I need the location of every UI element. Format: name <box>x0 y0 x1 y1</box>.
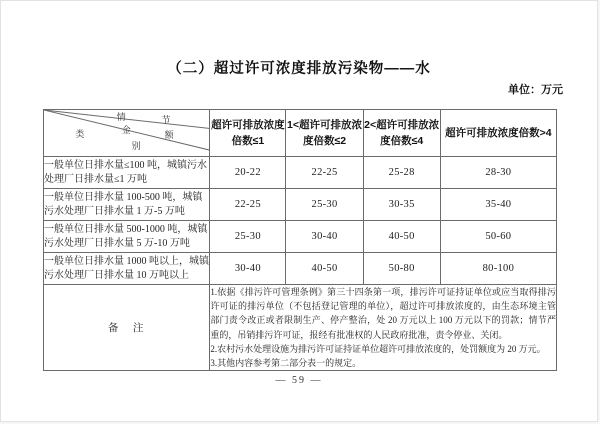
penalty-value: 50-60 <box>440 221 556 253</box>
penalty-table <box>43 109 557 371</box>
row-category: 一般单位日排水量 500-1000 吨，城镇污水处理厂日排水量 5 万-10 万吨 <box>44 221 210 253</box>
penalty-value: 25-28 <box>363 157 440 189</box>
column-header-4: 超许可排放浓度倍数>4 <box>440 110 556 157</box>
penalty-value: 40-50 <box>363 221 440 253</box>
penalty-value: 30-40 <box>210 253 286 285</box>
corner-header-cell <box>44 110 210 157</box>
corner-label-situation-char2: 节 <box>161 115 171 125</box>
corner-label-amount-char2: 额 <box>164 130 174 140</box>
remarks-label: 备 注 <box>44 285 210 371</box>
row-category: 一般单位日排水量≤100 吨，城镇污水处理厂日排水量≤1 万吨 <box>44 157 210 189</box>
penalty-value: 25-30 <box>286 189 363 221</box>
row-category: 一般单位日排水量 100-500 吨，城镇污水处理厂日排水量 1 万-5 万吨 <box>44 189 210 221</box>
corner-label-amount-char1: 金 <box>121 125 131 135</box>
penalty-value: 80-100 <box>440 253 556 285</box>
table-row <box>44 157 557 189</box>
remarks-body <box>210 285 557 371</box>
remarks-note-3: 3.其他内容参考第二部分表一的规定。 <box>210 358 362 369</box>
page-title: （二）超过许可浓度排放污染物——水 <box>167 61 431 77</box>
penalty-value: 35-40 <box>440 189 556 221</box>
remarks-note-2: 2.农村污水处理设施为排污许可证持证单位超许可排放浓度的，处罚额度为 20 万元。 <box>210 343 546 354</box>
penalty-value: 28-30 <box>440 157 556 189</box>
corner-label-category-char1: 类 <box>75 129 85 139</box>
table-row <box>44 221 557 253</box>
row-category: 一般单位日排水量 1000 吨以上，城镇污水处理厂日排水量 10 万吨以上 <box>44 253 210 285</box>
corner-label-situation-char1: 情 <box>116 112 126 122</box>
page-number: — 59 — <box>275 375 323 386</box>
penalty-value: 30-35 <box>363 189 440 221</box>
penalty-value: 22-25 <box>286 157 363 189</box>
penalty-value: 25-30 <box>210 221 286 253</box>
remarks-note-1: 1.依据《排污许可管理条例》第三十四条第一项，排污许可证持证单位或应当取得排污许可证的排污单位（不包括登记管理的单位），超过许可排放浓度的，由生态环境主管部门责令改正或者限制生产、停产整治，处 20 万元以上 100 万元以下的罚款；情节严重的，吊销排污许可证，报经有批准权的人民政府批准，责令停业、关闭。 <box>210 287 556 340</box>
remarks-row <box>44 285 557 371</box>
column-header-3: 2<超许可排放浓度倍数≤4 <box>363 110 440 157</box>
penalty-value: 40-50 <box>286 253 363 285</box>
column-header-2: 1<超许可排放浓度倍数≤2 <box>286 110 363 157</box>
table-header-row <box>44 110 557 157</box>
unit-label: 单位：万元 <box>508 84 563 96</box>
penalty-value: 50-80 <box>363 253 440 285</box>
penalty-value: 30-40 <box>286 221 363 253</box>
corner-label-category-char2: 别 <box>131 141 141 151</box>
table-row <box>44 253 557 285</box>
penalty-value: 22-25 <box>210 189 286 221</box>
table-row <box>44 189 557 221</box>
column-header-1: 超许可排放浓度倍数≤1 <box>210 110 286 157</box>
penalty-value: 20-22 <box>210 157 286 189</box>
